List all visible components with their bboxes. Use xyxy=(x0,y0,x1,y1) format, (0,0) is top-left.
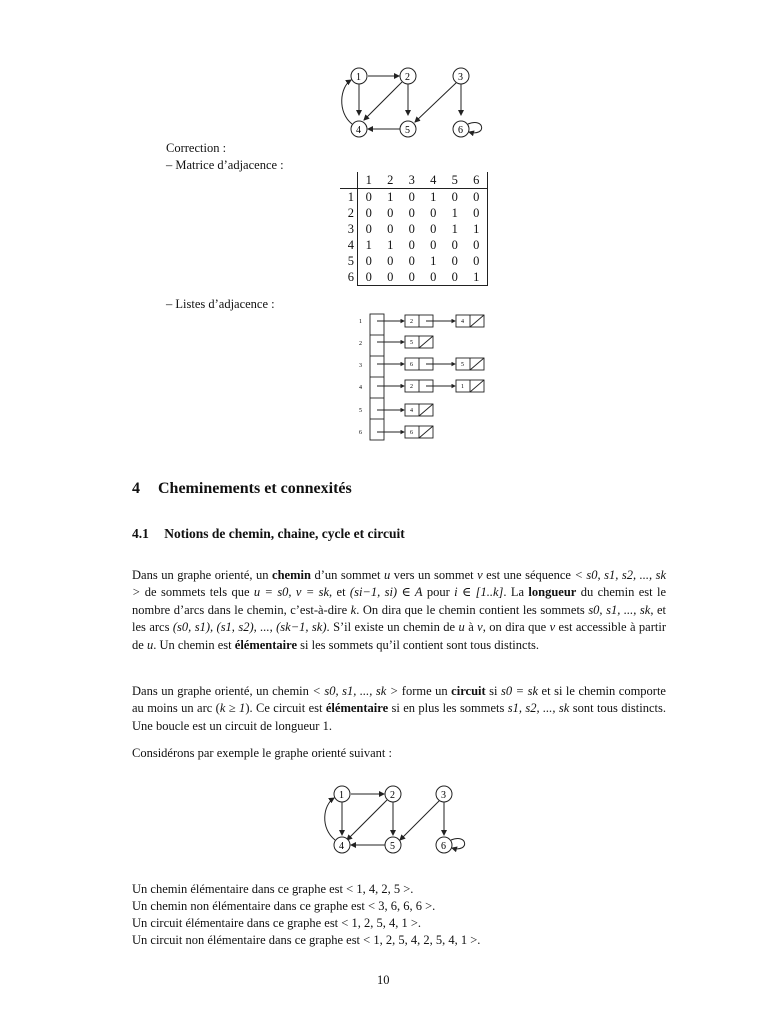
list-index-label: 1 xyxy=(359,319,362,325)
example-line: Un chemin élémentaire dans ce graphe est < 1, 4, 2, 5 >. xyxy=(132,882,414,896)
matrix-cell: 0 xyxy=(451,190,458,204)
page-number: 10 xyxy=(377,973,390,987)
graph-figure-top xyxy=(335,62,495,142)
list-cell-value: 1 xyxy=(461,384,464,390)
graph-node-6: 6 xyxy=(458,125,463,136)
paragraph-chemin-definition: Dans un graphe orienté, un chemin d’un sommet u vers un sommet v est une séquence < s0, s1, s2, ..., sk > de sommets tels que u = s0, v = sk, et (si−1, si) ∈ A pour i ∈ [1..k]. La longueur du chemin est le nombre d’arcs dans le chemin, c’est-à-dire k. On dira que le chemin contient les sommets s0, s1, ..., sk, et les arcs (s0, s1), (s1, s2), ..., (sk−1, sk). S’il existe un chemin de u à v, on dira que v est accessible à partir de u. Un chemin est élémentaire si les sommets qu’il contient sont tous distincts. xyxy=(132,568,667,652)
list-cell-value: 6 xyxy=(410,362,413,368)
matrix-cell: 0 xyxy=(408,254,415,268)
matrix-cell: 1 xyxy=(451,206,458,220)
list-index-label: 2 xyxy=(359,341,362,347)
adjacency-matrix xyxy=(340,172,488,286)
matrix-cell: 0 xyxy=(387,206,394,220)
matrix-col-header: 1 xyxy=(358,172,380,189)
matrix-col-header: 3 xyxy=(401,172,423,189)
matrix-cell: 0 xyxy=(380,269,402,286)
matrix-cell: 1 xyxy=(365,238,372,252)
graph-node-3: 3 xyxy=(458,72,463,83)
list-index-label: 5 xyxy=(359,408,362,414)
matrix-label: – Matrice d’adjacence : xyxy=(166,158,284,172)
graph-node-6: 6 xyxy=(441,841,446,852)
graph-figure-bottom xyxy=(318,780,478,860)
list-index-label: 6 xyxy=(359,430,362,436)
matrix-row xyxy=(340,221,488,237)
correction-title: Correction : xyxy=(166,141,227,155)
matrix-cell: 0 xyxy=(408,206,415,220)
matrix-col-header: 6 xyxy=(466,172,488,189)
graph-node-1: 1 xyxy=(339,790,344,801)
subsection-heading xyxy=(132,526,405,542)
matrix-cell: 0 xyxy=(466,237,488,253)
matrix-row xyxy=(340,205,488,221)
graph-node-3: 3 xyxy=(441,790,446,801)
matrix-cell: 1 xyxy=(387,238,394,252)
example-line: Un circuit non élémentaire dans ce graphe est < 1, 2, 5, 4, 2, 5, 4, 1 >. xyxy=(132,933,481,947)
list-cell-value: 6 xyxy=(410,430,413,436)
section-number: 4 xyxy=(132,480,140,497)
matrix-row xyxy=(340,189,488,206)
graph-top-nodes xyxy=(351,68,469,137)
section-title: Cheminements et connexités xyxy=(158,480,352,497)
matrix-cell: 0 xyxy=(466,205,488,221)
matrix-row xyxy=(340,253,488,269)
adjacency-lists-figure xyxy=(355,310,495,445)
subsection-number: 4.1 xyxy=(132,526,149,541)
matrix-row-label: 1 xyxy=(340,189,358,206)
example-line: Un circuit élémentaire dans ce graphe est < 1, 2, 5, 4, 1 >. xyxy=(132,916,422,930)
matrix-cell: 0 xyxy=(365,206,372,220)
subsection-title: Notions de chemin, chaine, cycle et circuit xyxy=(164,526,405,541)
matrix-col-header: 4 xyxy=(423,172,445,189)
matrix-row-label: 3 xyxy=(340,221,358,237)
graph-node-2: 2 xyxy=(390,790,395,801)
matrix-col-header: 2 xyxy=(380,172,402,189)
matrix-cell: 0 xyxy=(365,254,372,268)
matrix-cell: 0 xyxy=(451,254,458,268)
matrix-cell: 0 xyxy=(358,269,380,286)
matrix-row-label: 5 xyxy=(340,253,358,269)
matrix-cell: 0 xyxy=(408,190,415,204)
matrix-cell: 1 xyxy=(430,190,437,204)
matrix-row-label: 4 xyxy=(340,237,358,253)
matrix-cell: 0 xyxy=(365,190,372,204)
graph-node-4: 4 xyxy=(339,841,344,852)
matrix-cell: 1 xyxy=(387,190,394,204)
matrix-cell: 1 xyxy=(430,254,437,268)
list-cell-value: 4 xyxy=(410,408,413,414)
matrix-cell: 0 xyxy=(430,222,437,236)
matrix-cell: 1 xyxy=(451,222,458,236)
list-index-label: 3 xyxy=(359,363,362,369)
graph-node-1: 1 xyxy=(356,72,361,83)
matrix-cell: 0 xyxy=(466,189,488,206)
lists-label: – Listes d’adjacence : xyxy=(166,297,275,311)
list-cell-value: 2 xyxy=(410,319,413,325)
matrix-row xyxy=(340,269,488,286)
matrix-cell: 0 xyxy=(430,238,437,252)
graph-node-4: 4 xyxy=(356,125,361,136)
matrix-cell: 0 xyxy=(444,269,466,286)
matrix-cell: 0 xyxy=(401,269,423,286)
matrix-cell: 0 xyxy=(430,206,437,220)
matrix-col-header: 5 xyxy=(444,172,466,189)
matrix-row-label: 6 xyxy=(340,269,358,286)
matrix-cell: 0 xyxy=(387,254,394,268)
section-heading xyxy=(132,480,352,498)
list-cell-value: 5 xyxy=(410,340,413,346)
graph-node-5: 5 xyxy=(405,125,410,136)
list-cell-value: 4 xyxy=(461,319,464,325)
matrix-row-label: 2 xyxy=(340,205,358,221)
matrix-cell: 0 xyxy=(451,238,458,252)
matrix-cell: 0 xyxy=(466,253,488,269)
matrix-cell: 1 xyxy=(466,221,488,237)
matrix-cell: 0 xyxy=(387,222,394,236)
paragraph-circuit-definition: Dans un graphe orienté, un chemin < s0, s1, ..., sk > forme un circuit si s0 = sk et si le chemin comporte au moins un arc (k ≥ 1). Ce circuit est élémentaire si en plus les sommets s1, s2, ..., sk sont tous distincts. Une boucle est un circuit de longueur 1. xyxy=(132,684,667,733)
paragraph-example-intro: Considérons par exemple le graphe orienté suivant : xyxy=(132,746,392,760)
matrix-row xyxy=(340,237,488,253)
graph-node-2: 2 xyxy=(405,72,410,83)
matrix-cell: 0 xyxy=(408,222,415,236)
matrix-cell: 1 xyxy=(466,269,488,286)
list-index-label: 4 xyxy=(359,385,362,391)
matrix-cell: 0 xyxy=(365,222,372,236)
graph-node-5: 5 xyxy=(390,841,395,852)
list-cell-value: 2 xyxy=(410,384,413,390)
matrix-cell: 0 xyxy=(408,238,415,252)
list-cell-value: 5 xyxy=(461,362,464,368)
matrix-cell: 0 xyxy=(423,269,445,286)
example-line: Un chemin non élémentaire dans ce graphe est < 3, 6, 6, 6 >. xyxy=(132,899,436,913)
